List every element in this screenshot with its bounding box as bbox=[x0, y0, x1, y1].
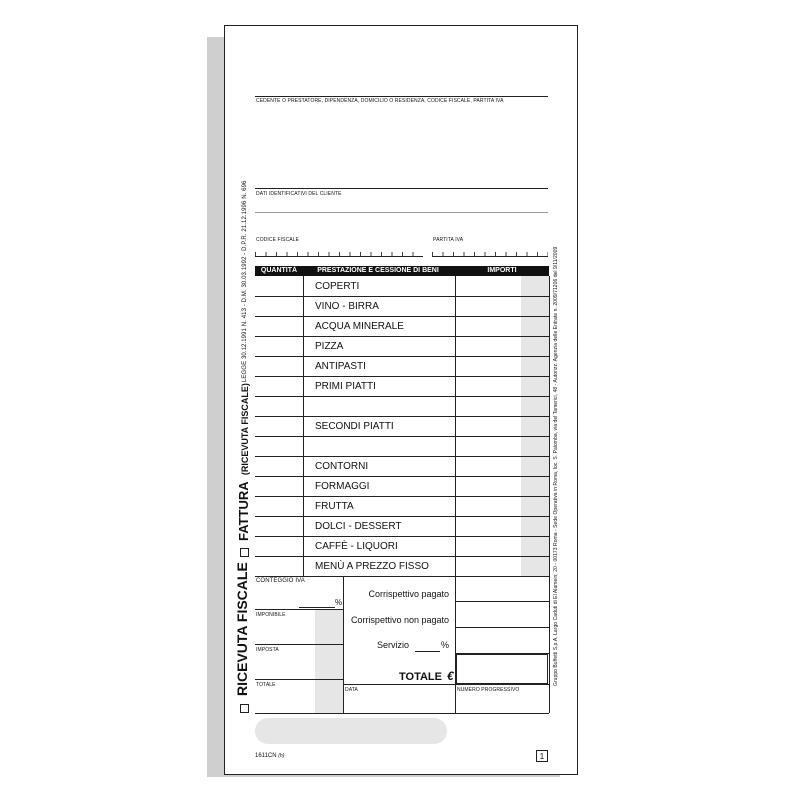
row-line bbox=[255, 296, 549, 297]
item-primi-piatti: PRIMI PIATTI bbox=[315, 381, 376, 392]
footer-divider-2 bbox=[455, 576, 456, 713]
legal-reference-text: LEGGE 30.12.1991 N. 413 - D.M. 30.03.1992 - D.P.R. 21.12.1996 N. 696 bbox=[242, 180, 248, 382]
header-quantita: QUANTITÀ bbox=[260, 267, 298, 274]
item-coperti: COPERTI bbox=[315, 281, 360, 292]
items-table bbox=[255, 276, 549, 576]
printer-info-text: Gruppo Buffetti S.p.A. Largo Caduti di El Alamein, 20 - 00173 Roma - Sede Operativa in Roma, loc. S. Palomba, via del Tamerici, 48 - Autorizz. Agenzia delle Entrate n. 2009/71206 del 9/11/2009 bbox=[553, 246, 559, 686]
date-row-line bbox=[343, 684, 549, 685]
item-menu-prezzo-fisso: MENÙ A PREZZO FISSO bbox=[315, 561, 429, 572]
partita-iva-label: PARTITA IVA bbox=[433, 237, 464, 243]
form-code-suffix: (h) bbox=[278, 753, 285, 759]
imponibile-label: IMPONIBILE bbox=[256, 612, 286, 618]
row-line bbox=[255, 316, 549, 317]
footer-bottom-line bbox=[255, 713, 549, 714]
fattura-title bbox=[236, 383, 251, 541]
row-line bbox=[255, 556, 549, 557]
item-vino-birra: VINO - BIRRA bbox=[315, 301, 379, 312]
data-label: DATA bbox=[345, 687, 358, 693]
totale-field[interactable] bbox=[456, 654, 548, 684]
euro-symbol: € bbox=[447, 669, 454, 683]
row-line bbox=[255, 356, 549, 357]
client-field-line bbox=[255, 212, 548, 213]
fattura-word: FATTURA bbox=[236, 481, 251, 541]
row-line bbox=[255, 496, 549, 497]
vat-cents-column bbox=[315, 609, 343, 713]
iva-percent-field[interactable] bbox=[299, 607, 335, 608]
signature-field[interactable] bbox=[255, 718, 447, 744]
vat-row-line bbox=[255, 609, 343, 610]
vat-row-line bbox=[255, 679, 343, 680]
footer-right-border bbox=[549, 576, 550, 713]
totals-section bbox=[255, 576, 549, 713]
corrispettivo-pagato-label: Corrispettivo pagato bbox=[368, 589, 449, 599]
conteggio-iva-label: CONTEGGIO IVA bbox=[256, 578, 305, 584]
table-header bbox=[255, 266, 549, 276]
form-code-text: 1611CN bbox=[255, 753, 277, 759]
receipt-form bbox=[224, 25, 578, 775]
item-acqua-minerale: ACQUA MINERALE bbox=[315, 321, 404, 332]
ricevuta-fiscale-title: RICEVUTA FISCALE bbox=[234, 562, 250, 696]
corrispettivo-non-pagato-field[interactable] bbox=[455, 627, 549, 628]
ricevuta-fiscale-checkbox[interactable] bbox=[240, 704, 249, 713]
imposta-label: IMPOSTA bbox=[256, 647, 279, 653]
item-caffe-liquori: CAFFÈ - LIQUORI bbox=[315, 541, 398, 552]
row-line bbox=[255, 396, 549, 397]
item-contorni: CONTORNI bbox=[315, 461, 369, 472]
item-pizza: PIZZA bbox=[315, 341, 344, 352]
ricevuta-paren: (RICEVUTA FISCALE) bbox=[240, 383, 250, 476]
totale-small-label: TOTALE bbox=[256, 682, 276, 688]
col-divider-1 bbox=[303, 276, 304, 576]
header-prestazione: PRESTAZIONE E CESSIONE DI BENI bbox=[317, 267, 439, 274]
totale-label bbox=[399, 669, 454, 683]
servizio-percent-sign: % bbox=[441, 640, 450, 650]
client-line bbox=[255, 188, 548, 189]
item-secondi-piatti: SECONDI PIATTI bbox=[315, 421, 394, 432]
numero-progressivo-label: NUMERO PROGRESSIVO bbox=[457, 687, 520, 693]
iva-percent-sign: % bbox=[335, 598, 343, 607]
partita-iva-field[interactable] bbox=[432, 248, 548, 257]
item-dolci-dessert: DOLCI - DESSERT bbox=[315, 521, 402, 532]
row-line bbox=[255, 536, 549, 537]
row-line bbox=[255, 456, 549, 457]
row-line bbox=[255, 436, 549, 437]
codice-fiscale-field[interactable] bbox=[255, 248, 423, 257]
page-number-box: 1 bbox=[536, 750, 548, 762]
cents-column bbox=[521, 276, 549, 576]
corrispettivo-non-pagato-label: Corrispettivo non pagato bbox=[350, 615, 449, 625]
client-caption: DATI IDENTIFICATIVI DEL CLIENTE bbox=[256, 191, 342, 197]
issuer-caption: CEDENTE O PRESTATORE, DIPENDENZA, DOMICILIO O RESIDENZA, CODICE FISCALE, PARTITA IVA bbox=[256, 98, 504, 104]
table-right-border bbox=[549, 276, 550, 576]
row-line bbox=[255, 476, 549, 477]
item-formaggi: FORMAGGI bbox=[315, 481, 370, 492]
col-divider-2 bbox=[455, 276, 456, 576]
corrispettivo-pagato-field[interactable] bbox=[455, 601, 549, 602]
header-importi: IMPORTI bbox=[487, 267, 517, 274]
fattura-checkbox[interactable] bbox=[240, 548, 249, 557]
item-frutta: FRUTTA bbox=[315, 501, 354, 512]
vat-row-line bbox=[255, 644, 343, 645]
row-line bbox=[255, 516, 549, 517]
issuer-line bbox=[255, 96, 548, 97]
totale-text: TOTALE bbox=[399, 671, 442, 683]
codice-fiscale-label: CODICE FISCALE bbox=[256, 237, 300, 243]
row-line bbox=[255, 336, 549, 337]
item-antipasti: ANTIPASTI bbox=[315, 361, 366, 372]
servizio-label: Servizio bbox=[377, 640, 410, 650]
row-line bbox=[255, 416, 549, 417]
servizio-percent-field[interactable] bbox=[415, 651, 440, 652]
row-line bbox=[255, 376, 549, 377]
footer-divider-1 bbox=[343, 576, 344, 713]
form-code bbox=[255, 753, 284, 759]
